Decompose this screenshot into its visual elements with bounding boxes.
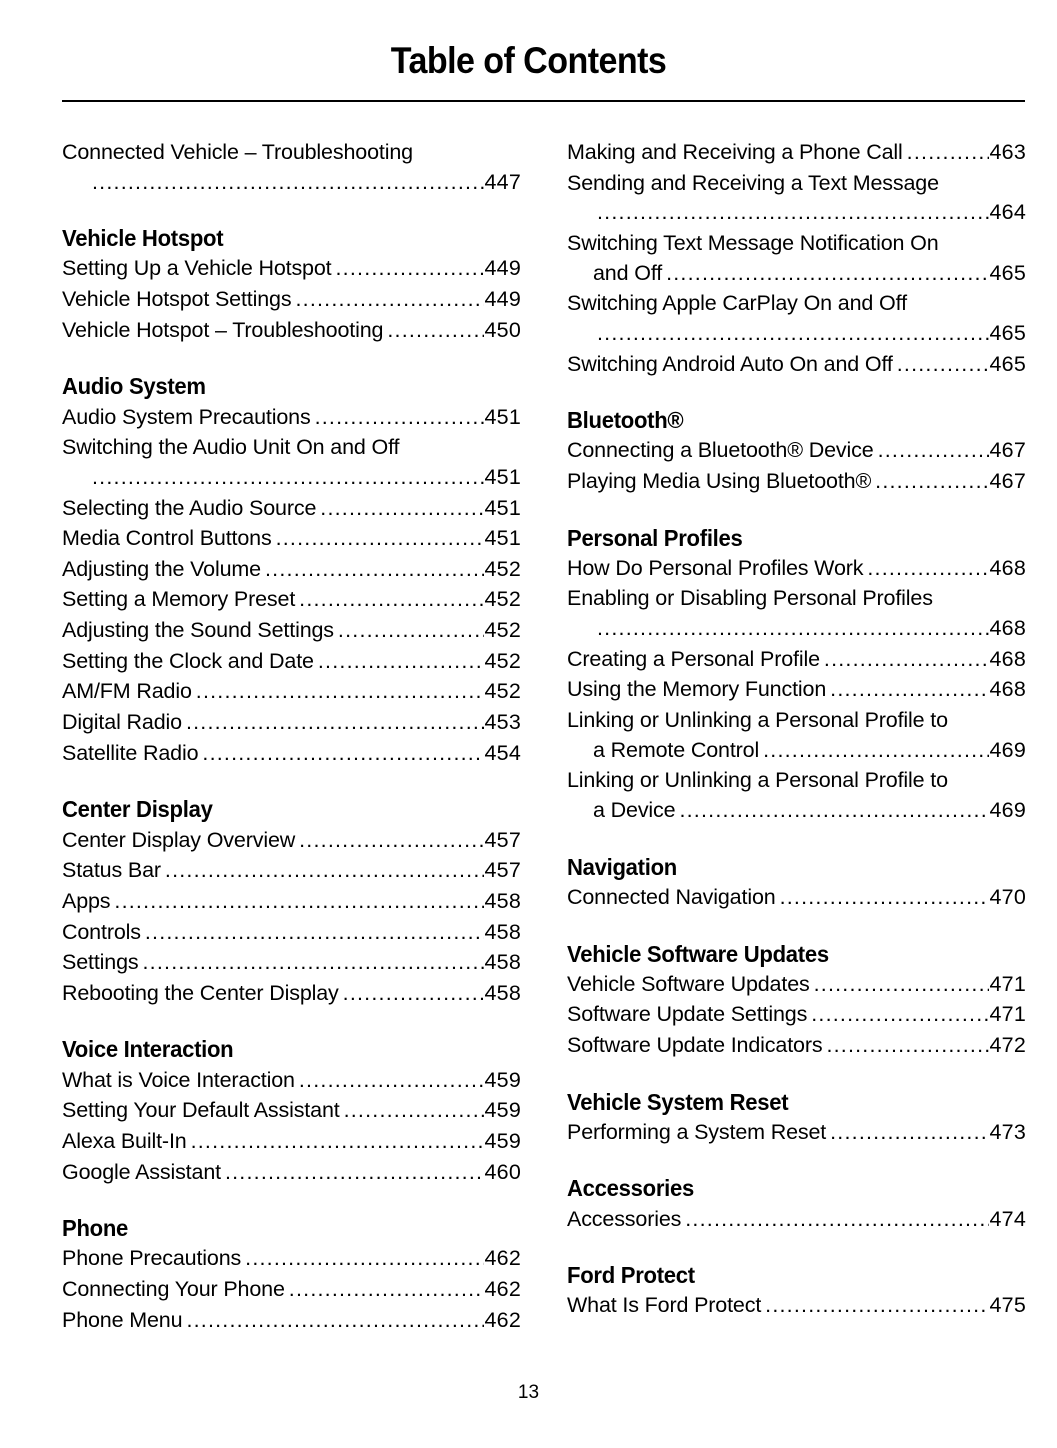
toc-entry-line bbox=[567, 467, 1026, 497]
toc-entry-page-number: 467 bbox=[989, 469, 1026, 494]
toc-entry-page-number: 468 bbox=[989, 555, 1026, 580]
toc-entry-title: What is Voice Interaction bbox=[62, 1067, 295, 1092]
toc-entry[interactable] bbox=[62, 948, 521, 978]
toc-entry-page-number: 452 bbox=[484, 679, 521, 704]
toc-entry[interactable] bbox=[62, 887, 521, 917]
toc-entry-page-number: 470 bbox=[989, 884, 1026, 909]
toc-section-heading[interactable]: Ford Protect bbox=[567, 1262, 695, 1289]
toc-entry[interactable] bbox=[62, 585, 521, 615]
toc-entry-line bbox=[62, 1158, 521, 1188]
toc-entry[interactable] bbox=[62, 494, 521, 524]
toc-leader-dots bbox=[299, 826, 483, 848]
toc-entry[interactable] bbox=[62, 739, 521, 769]
toc-section-heading[interactable]: Vehicle Hotspot bbox=[62, 225, 224, 252]
toc-leader-dots bbox=[780, 883, 989, 905]
toc-entry-page-number: 451 bbox=[484, 464, 521, 489]
toc-entry-page-number: 464 bbox=[989, 200, 1026, 225]
toc-entry-line bbox=[62, 708, 521, 738]
toc-entry-line bbox=[62, 1127, 521, 1157]
toc-leader-dots bbox=[289, 1275, 484, 1297]
toc-entry-title-continued: a Device bbox=[593, 798, 676, 823]
toc-section bbox=[62, 373, 521, 768]
toc-entry-line bbox=[62, 739, 521, 769]
toc-leader-dots bbox=[811, 1000, 988, 1022]
toc-entry-page-number: 468 bbox=[989, 646, 1026, 671]
toc-section bbox=[567, 1262, 1026, 1321]
toc-leader-dots bbox=[92, 463, 484, 485]
toc-entry[interactable] bbox=[62, 254, 521, 284]
toc-entry-title: Making and Receiving a Phone Call bbox=[567, 140, 903, 164]
toc-entry-page-number: 467 bbox=[989, 438, 1026, 463]
toc-leader-dots bbox=[186, 1306, 483, 1328]
toc-entry-continuation bbox=[567, 736, 1026, 766]
toc-entry-page-number: 453 bbox=[484, 710, 521, 735]
toc-entry-line bbox=[62, 403, 521, 433]
toc-section bbox=[567, 854, 1026, 913]
toc-entry-title: Switching Android Auto On and Off bbox=[567, 351, 893, 376]
toc-entry-line bbox=[567, 554, 1026, 584]
toc-entry[interactable] bbox=[567, 645, 1026, 675]
toc-entry-page-number: 458 bbox=[484, 980, 521, 1005]
toc-entry[interactable] bbox=[567, 584, 1026, 643]
toc-entry[interactable] bbox=[567, 289, 1026, 348]
toc-entry-title: What Is Ford Protect bbox=[567, 1293, 762, 1318]
toc-entry-line bbox=[62, 647, 521, 677]
toc-entry[interactable] bbox=[62, 1096, 521, 1126]
toc-entry-line bbox=[567, 1205, 1026, 1235]
toc-leader-dots bbox=[765, 1291, 988, 1313]
toc-entry-title: Creating a Personal Profile bbox=[567, 646, 820, 671]
toc-entry-line bbox=[62, 1096, 521, 1126]
toc-leader-dots bbox=[597, 319, 989, 341]
toc-entry-page-number: 451 bbox=[484, 526, 521, 551]
toc-entry-title: Connected Vehicle – Troubleshooting bbox=[62, 140, 413, 164]
toc-entry-title-continued: a Remote Control bbox=[593, 737, 760, 762]
toc-entry-line bbox=[567, 970, 1026, 1000]
toc-entry[interactable] bbox=[567, 1118, 1026, 1148]
toc-entry-title: How Do Personal Profiles Work bbox=[567, 555, 864, 580]
toc-entry-title-continued: and Off bbox=[593, 260, 663, 285]
toc-section-heading[interactable]: Voice Interaction bbox=[62, 1036, 234, 1063]
toc-entry[interactable] bbox=[62, 316, 521, 346]
toc-leader-dots bbox=[114, 887, 483, 909]
toc-entry-title: Enabling or Disabling Personal Profiles bbox=[567, 586, 933, 611]
toc-entry[interactable] bbox=[62, 647, 521, 677]
toc-entry-line bbox=[62, 555, 521, 585]
toc-entry-page-number: 463 bbox=[989, 140, 1026, 164]
toc-entry[interactable] bbox=[62, 677, 521, 707]
toc-entry-title: Sending and Receiving a Text Message bbox=[567, 170, 939, 195]
toc-entry[interactable] bbox=[567, 138, 1026, 168]
toc-entry-line bbox=[567, 138, 1026, 168]
toc-entry-continuation bbox=[567, 198, 1026, 228]
toc-columns bbox=[62, 138, 1025, 1336]
toc-leader-dots bbox=[320, 494, 483, 516]
toc-leader-dots bbox=[666, 259, 988, 281]
toc-entry-title: Alexa Built-In bbox=[62, 1128, 187, 1153]
toc-leader-dots bbox=[830, 675, 988, 697]
toc-entry-title: Connecting a Bluetooth® Device bbox=[567, 438, 874, 463]
toc-section bbox=[62, 138, 521, 197]
toc-entry-page-number: 473 bbox=[989, 1119, 1026, 1144]
toc-entry-page-number: 465 bbox=[989, 260, 1026, 285]
toc-entry-line bbox=[567, 675, 1026, 705]
toc-section-heading[interactable]: Center Display bbox=[62, 796, 213, 823]
toc-entry[interactable] bbox=[62, 1066, 521, 1096]
toc-section-heading[interactable]: Accessories bbox=[567, 1175, 694, 1202]
toc-entry-continuation bbox=[567, 796, 1026, 826]
toc-leader-dots bbox=[265, 555, 484, 577]
toc-leader-dots bbox=[907, 138, 989, 160]
toc-section bbox=[62, 1036, 521, 1187]
toc-leader-dots bbox=[225, 1158, 484, 1180]
toc-entry-title: Software Update Indicators bbox=[567, 1032, 823, 1057]
toc-leader-dots bbox=[191, 1127, 484, 1149]
toc-entry[interactable] bbox=[62, 856, 521, 886]
toc-entry-page-number: 469 bbox=[989, 798, 1026, 823]
toc-entry[interactable] bbox=[567, 970, 1026, 1000]
toc-entry-page-number: 471 bbox=[989, 1002, 1026, 1027]
toc-entry-title: Vehicle Software Updates bbox=[567, 971, 810, 996]
toc-section bbox=[567, 525, 1026, 826]
toc-leader-dots bbox=[196, 677, 484, 699]
toc-entry-title: Vehicle Hotspot Settings bbox=[62, 287, 292, 312]
toc-leader-dots bbox=[597, 614, 989, 636]
toc-entry-page-number: 450 bbox=[484, 317, 521, 342]
toc-entry-title: Linking or Unlinking a Personal Profile to bbox=[567, 768, 948, 793]
toc-entry[interactable] bbox=[62, 979, 521, 1009]
toc-leader-dots bbox=[318, 647, 484, 669]
toc-section bbox=[567, 407, 1026, 496]
toc-leader-dots bbox=[276, 524, 484, 546]
toc-entry-page-number: 451 bbox=[484, 495, 521, 520]
toc-entry[interactable] bbox=[567, 766, 1026, 825]
toc-entry-line bbox=[567, 1118, 1026, 1148]
toc-entry-page-number: 458 bbox=[484, 888, 521, 913]
toc-entry-title: Connected Navigation bbox=[567, 884, 776, 909]
toc-leader-dots bbox=[814, 970, 989, 992]
toc-entry[interactable] bbox=[62, 1244, 521, 1274]
toc-entry-title: Satellite Radio bbox=[62, 740, 199, 765]
toc-entry-line bbox=[62, 826, 521, 856]
toc-entry-title: Center Display Overview bbox=[62, 827, 296, 852]
toc-entry-title: Phone Precautions bbox=[62, 1246, 242, 1271]
toc-entry-line bbox=[62, 1306, 521, 1336]
toc-leader-dots bbox=[597, 198, 989, 220]
toc-column-right bbox=[567, 138, 1026, 1336]
toc-leader-dots bbox=[295, 285, 483, 307]
toc-entry-continuation bbox=[62, 463, 521, 493]
toc-entry-line bbox=[62, 254, 521, 284]
toc-leader-dots bbox=[92, 168, 484, 190]
toc-entry[interactable] bbox=[567, 1031, 1026, 1061]
toc-entry-line bbox=[567, 350, 1026, 380]
toc-entry[interactable] bbox=[62, 433, 521, 492]
toc-section-heading[interactable]: Personal Profiles bbox=[567, 524, 743, 551]
toc-section bbox=[62, 1215, 521, 1335]
toc-entry-line bbox=[62, 856, 521, 886]
toc-entry-page-number: 452 bbox=[484, 587, 521, 612]
toc-entry-page-number: 462 bbox=[484, 1307, 521, 1332]
toc-entry-line bbox=[62, 524, 521, 554]
toc-entry-title: Setting the Clock and Date bbox=[62, 648, 314, 673]
toc-leader-dots bbox=[186, 708, 484, 730]
toc-leader-dots bbox=[336, 254, 484, 276]
toc-entry-line bbox=[567, 1291, 1026, 1321]
toc-entry-title: Rebooting the Center Display bbox=[62, 980, 339, 1005]
toc-entry-line bbox=[62, 918, 521, 948]
toc-entry-line bbox=[567, 645, 1026, 675]
toc-entry-continuation bbox=[567, 259, 1026, 289]
toc-entry-page-number: 458 bbox=[484, 950, 521, 975]
toc-leader-dots bbox=[867, 554, 988, 576]
toc-entry-page-number: 449 bbox=[484, 256, 521, 281]
toc-entry-title: Connecting Your Phone bbox=[62, 1277, 285, 1301]
toc-entry-title: Accessories bbox=[567, 1206, 682, 1231]
toc-entry-title: Media Control Buttons bbox=[62, 526, 272, 551]
toc-entry-page-number: 459 bbox=[484, 1128, 521, 1153]
toc-entry-line bbox=[62, 979, 521, 1009]
toc-entry[interactable] bbox=[62, 1158, 521, 1188]
toc-entry-title: Audio System Precautions bbox=[62, 404, 311, 429]
toc-entry-line bbox=[62, 887, 521, 917]
toc-entry[interactable] bbox=[567, 1000, 1026, 1030]
toc-entry-page-number: 459 bbox=[484, 1067, 521, 1092]
toc-entry[interactable] bbox=[62, 285, 521, 315]
toc-entry-title: Playing Media Using Bluetooth® bbox=[567, 469, 872, 494]
toc-entry-page-number: 468 bbox=[989, 616, 1026, 641]
toc-entry-page-number: 471 bbox=[989, 971, 1026, 996]
toc-entry-line bbox=[62, 1066, 521, 1096]
toc-leader-dots bbox=[830, 1118, 988, 1140]
toc-entry[interactable] bbox=[567, 675, 1026, 705]
toc-entry-line bbox=[62, 316, 521, 346]
toc-entry-line bbox=[567, 1000, 1026, 1030]
toc-leader-dots bbox=[679, 796, 988, 818]
toc-entry-line bbox=[62, 1275, 521, 1305]
toc-column-left bbox=[62, 138, 521, 1336]
page-number: 13 bbox=[517, 1382, 540, 1403]
toc-entry[interactable] bbox=[62, 138, 521, 197]
toc-section bbox=[567, 1175, 1026, 1234]
toc-entry-title: Switching Apple CarPlay On and Off bbox=[567, 291, 907, 316]
toc-leader-dots bbox=[878, 436, 989, 458]
toc-entry[interactable] bbox=[567, 554, 1026, 584]
toc-leader-dots bbox=[343, 979, 484, 1001]
toc-entry-page-number: 469 bbox=[989, 737, 1026, 762]
toc-entry-line bbox=[62, 1244, 521, 1274]
toc-entry-title: Setting a Memory Preset bbox=[62, 587, 296, 612]
toc-entry[interactable] bbox=[567, 350, 1026, 380]
toc-entry-page-number: 462 bbox=[484, 1277, 521, 1301]
toc-entry[interactable] bbox=[567, 229, 1026, 288]
toc-entry[interactable] bbox=[62, 403, 521, 433]
toc-section-heading[interactable]: Navigation bbox=[567, 853, 677, 880]
toc-entry-title: Using the Memory Function bbox=[567, 677, 827, 702]
toc-entry-page-number: 458 bbox=[484, 919, 521, 944]
toc-section-heading[interactable]: Vehicle Software Updates bbox=[567, 940, 829, 967]
toc-entry-continuation bbox=[62, 168, 521, 198]
toc-entry-title: Digital Radio bbox=[62, 710, 182, 735]
toc-leader-dots bbox=[387, 316, 483, 338]
toc-entry-title: Switching the Audio Unit On and Off bbox=[62, 435, 400, 460]
toc-entry[interactable] bbox=[567, 883, 1026, 913]
toc-entry-line bbox=[62, 285, 521, 315]
toc-entry-title: Setting Up a Vehicle Hotspot bbox=[62, 256, 332, 281]
toc-entry-title: Switching Text Message Notification On bbox=[567, 230, 939, 255]
toc-entry[interactable] bbox=[62, 524, 521, 554]
toc-entry-line bbox=[567, 883, 1026, 913]
toc-entry[interactable] bbox=[62, 555, 521, 585]
toc-entry[interactable] bbox=[62, 616, 521, 646]
toc-entry-page-number: 454 bbox=[484, 740, 521, 765]
toc-entry-page-number: 457 bbox=[484, 858, 521, 883]
title-divider bbox=[62, 100, 1025, 102]
toc-section bbox=[567, 138, 1026, 379]
toc-entry[interactable] bbox=[567, 436, 1026, 466]
toc-entry[interactable] bbox=[567, 169, 1026, 228]
toc-entry-line bbox=[62, 616, 521, 646]
toc-entry-title: AM/FM Radio bbox=[62, 679, 192, 704]
toc-entry[interactable] bbox=[567, 1205, 1026, 1235]
toc-entry-continuation bbox=[567, 319, 1026, 349]
toc-entry-page-number: 452 bbox=[484, 648, 521, 673]
toc-entry-title: Status Bar bbox=[62, 858, 161, 883]
toc-entry[interactable] bbox=[62, 1275, 521, 1305]
toc-leader-dots bbox=[763, 736, 988, 758]
toc-leader-dots bbox=[145, 918, 484, 940]
toc-entry-page-number: 459 bbox=[484, 1098, 521, 1123]
toc-leader-dots bbox=[897, 350, 989, 372]
toc-entry-title: Adjusting the Sound Settings bbox=[62, 618, 334, 643]
toc-entry-page-number: 465 bbox=[989, 351, 1026, 376]
toc-section bbox=[567, 941, 1026, 1061]
toc-entry[interactable] bbox=[62, 826, 521, 856]
toc-leader-dots bbox=[826, 1031, 988, 1053]
toc-section-heading[interactable]: Phone bbox=[62, 1215, 129, 1242]
toc-entry-title: Setting Your Default Assistant bbox=[62, 1098, 340, 1123]
toc-leader-dots bbox=[875, 467, 988, 489]
toc-entry-page-number: 447 bbox=[484, 169, 521, 194]
toc-entry[interactable] bbox=[62, 1306, 521, 1336]
toc-entry-title: Linking or Unlinking a Personal Profile to bbox=[567, 708, 948, 733]
toc-section bbox=[62, 796, 521, 1008]
toc-entry-title: Settings bbox=[62, 950, 139, 975]
toc-entry-page-number: 460 bbox=[484, 1159, 521, 1184]
toc-entry-page-number: 449 bbox=[484, 287, 521, 312]
toc-leader-dots bbox=[685, 1205, 988, 1227]
toc-entry-title: Google Assistant bbox=[62, 1159, 221, 1184]
toc-entry[interactable] bbox=[567, 467, 1026, 497]
toc-entry-page-number: 457 bbox=[484, 827, 521, 852]
toc-entry-title: Apps bbox=[62, 888, 111, 913]
toc-entry-title: Phone Menu bbox=[62, 1307, 183, 1332]
toc-entry-line bbox=[62, 494, 521, 524]
toc-leader-dots bbox=[338, 616, 484, 638]
toc-entry[interactable] bbox=[62, 918, 521, 948]
toc-entry-page-number: 465 bbox=[989, 320, 1026, 345]
toc-entry-page-number: 475 bbox=[989, 1293, 1026, 1318]
toc-section bbox=[567, 1089, 1026, 1148]
toc-leader-dots bbox=[165, 856, 484, 878]
toc-entry[interactable] bbox=[567, 1291, 1026, 1321]
toc-entry-continuation bbox=[567, 614, 1026, 644]
toc-entry[interactable] bbox=[567, 706, 1026, 765]
toc-section bbox=[62, 225, 521, 345]
toc-entry-title: Adjusting the Volume bbox=[62, 556, 261, 581]
toc-section-heading[interactable]: Audio System bbox=[62, 373, 206, 400]
toc-leader-dots bbox=[299, 1066, 484, 1088]
toc-entry-page-number: 451 bbox=[484, 404, 521, 429]
toc-leader-dots bbox=[344, 1096, 484, 1118]
toc-entry-page-number: 468 bbox=[989, 677, 1026, 702]
toc-leader-dots bbox=[315, 403, 484, 425]
toc-entry-title: Vehicle Hotspot – Troubleshooting bbox=[62, 317, 384, 342]
toc-section-heading[interactable]: Vehicle System Reset bbox=[567, 1088, 789, 1115]
toc-entry-title: Performing a System Reset bbox=[567, 1119, 827, 1144]
page-title: Table of Contents bbox=[390, 40, 667, 81]
toc-entry-line bbox=[567, 1031, 1026, 1061]
toc-leader-dots bbox=[245, 1244, 483, 1266]
toc-entry-page-number: 474 bbox=[989, 1206, 1026, 1231]
toc-leader-dots bbox=[299, 585, 483, 607]
toc-entry-title: Software Update Settings bbox=[567, 1002, 808, 1027]
toc-entry[interactable] bbox=[62, 708, 521, 738]
toc-entry-page-number: 472 bbox=[989, 1032, 1026, 1057]
toc-leader-dots bbox=[824, 645, 989, 667]
toc-entry-line bbox=[62, 948, 521, 978]
toc-entry-page-number: 452 bbox=[484, 618, 521, 643]
toc-leader-dots bbox=[202, 739, 483, 761]
toc-entry-line bbox=[62, 677, 521, 707]
toc-entry-line bbox=[62, 585, 521, 615]
toc-entry-line bbox=[567, 436, 1026, 466]
toc-entry-title: Selecting the Audio Source bbox=[62, 495, 317, 520]
toc-leader-dots bbox=[143, 948, 484, 970]
toc-entry[interactable] bbox=[62, 1127, 521, 1157]
toc-section-heading[interactable]: Bluetooth® bbox=[567, 407, 684, 434]
toc-entry-title: Controls bbox=[62, 919, 141, 944]
toc-entry-page-number: 462 bbox=[484, 1246, 521, 1271]
toc-entry-page-number: 452 bbox=[484, 556, 521, 581]
